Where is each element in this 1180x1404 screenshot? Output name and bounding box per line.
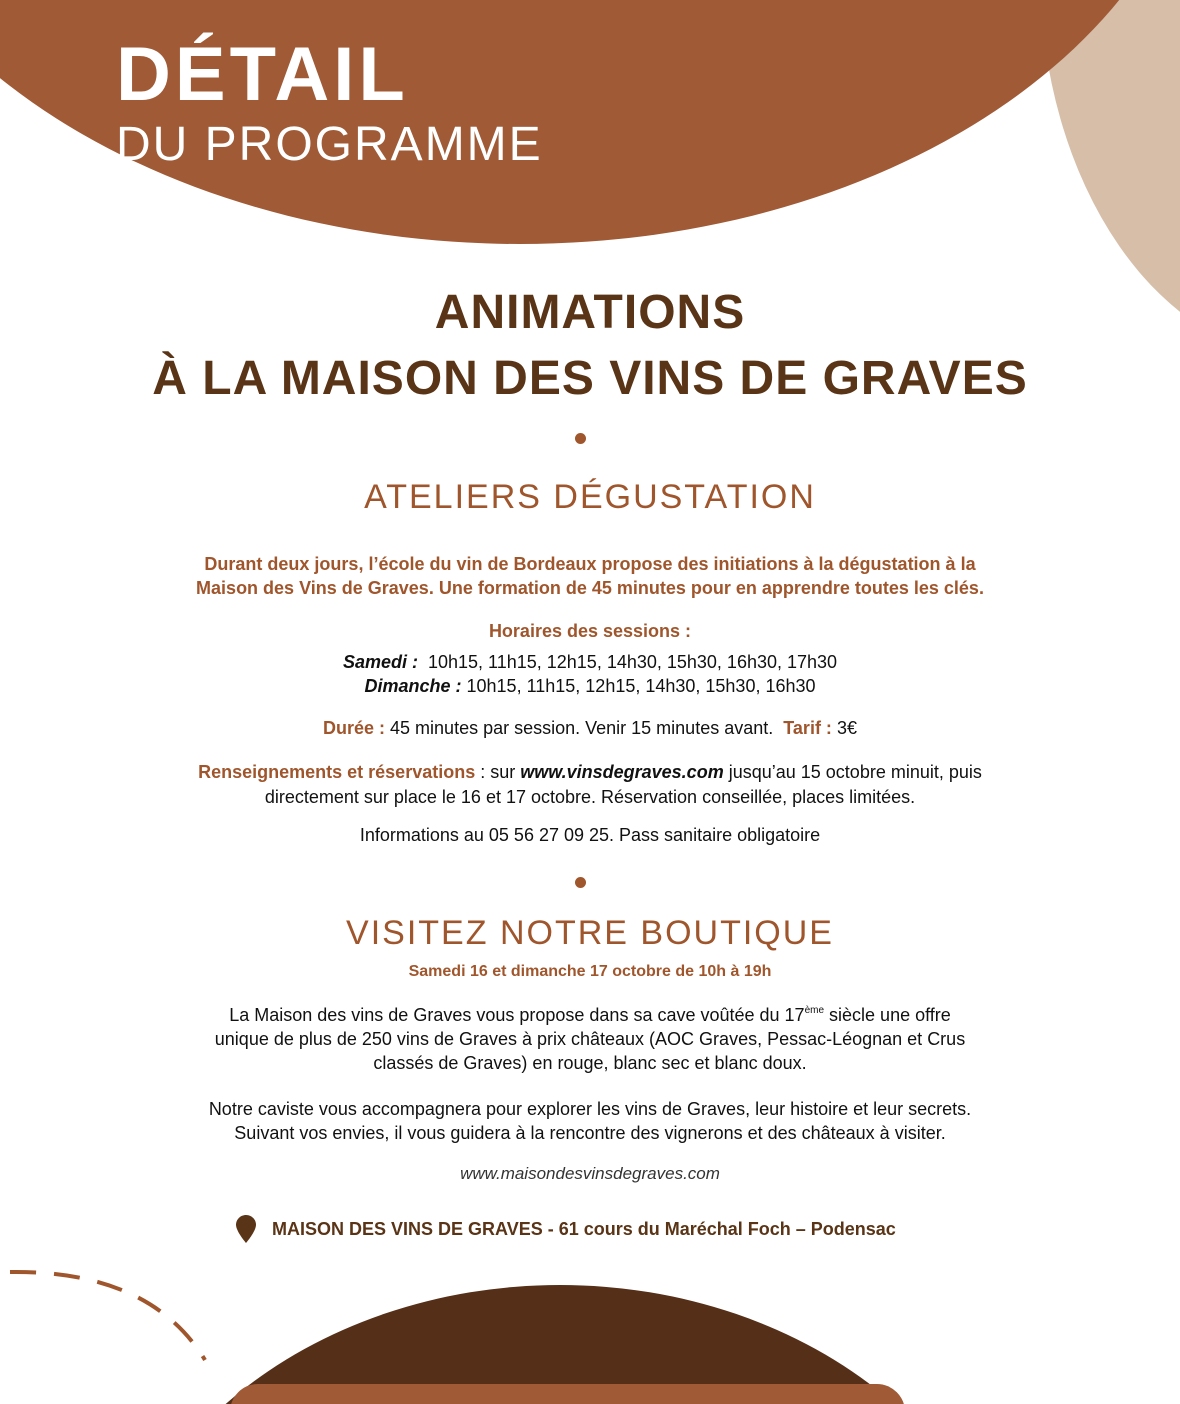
saturday-hours: 10h15, 11h15, 12h15, 14h30, 15h30, 16h30, 17h30 xyxy=(427,652,838,672)
address-line xyxy=(236,1214,896,1244)
p1-line3: classés de Graves) en rouge, blanc sec et blanc doux. xyxy=(373,1053,807,1073)
boutique-paragraph-2 xyxy=(0,1097,1180,1145)
saturday-label: Samedi : xyxy=(342,652,418,672)
address-text: MAISON DES VINS DE GRAVES - 61 cours du Maréchal Foch – Podensac xyxy=(272,1218,896,1239)
booking-line2: directement sur place le 16 et 17 octobre. Réservation conseillée, places limitées. xyxy=(264,787,916,807)
ateliers-intro xyxy=(0,552,1180,600)
info-line: Informations au 05 56 27 09 25. Pass sanitaire obligatoire xyxy=(359,825,821,845)
booking-link[interactable]: www.vinsdegraves.com xyxy=(520,762,724,782)
p1-line1 xyxy=(0,1003,1180,1027)
separator-dot xyxy=(575,877,586,888)
boutique-title: VISITEZ NOTRE BOUTIQUE xyxy=(346,914,834,952)
session-hours xyxy=(0,650,1180,698)
duration-label: Durée : xyxy=(323,718,386,738)
header-title-small: DU PROGRAMME xyxy=(116,118,543,171)
booking-prefix: : sur xyxy=(480,762,516,782)
p1-superscript: ème xyxy=(804,1005,825,1016)
p1-line1-end: siècle une offre xyxy=(824,1005,951,1025)
ateliers-title: ATELIERS DÉGUSTATION xyxy=(364,478,816,516)
duration-line xyxy=(0,718,1180,739)
booking-line1 xyxy=(0,760,1180,785)
booking-info xyxy=(0,760,1180,810)
header-title xyxy=(116,34,543,174)
p2-line1: Notre caviste vous accompagnera pour explorer les vins de Graves, leur histoire et leur secrets. xyxy=(208,1099,972,1119)
sunday-row xyxy=(0,674,1180,698)
booking-label: Renseignements et réservations xyxy=(198,762,476,782)
main-title-line1: ANIMATIONS xyxy=(434,286,746,339)
boutique-subtitle: Samedi 16 et dimanche 17 octobre de 10h à 19h xyxy=(408,963,772,980)
price-label: Tarif : xyxy=(783,718,832,738)
boutique-paragraph-1 xyxy=(0,1003,1180,1075)
intro-line1: Durant deux jours, l’école du vin de Bordeaux propose des initiations à la dégustation à la xyxy=(204,554,976,574)
sunday-hours: 10h15, 11h15, 12h15, 14h30, 15h30, 16h30 xyxy=(466,676,816,696)
duration-text: 45 minutes par session. Venir 15 minutes avant. xyxy=(390,718,774,738)
main-title xyxy=(0,280,1180,412)
location-pin-icon xyxy=(236,1215,256,1243)
p2-line2: Suivant vos envies, il vous guidera à la rencontre des vignerons et des châteaux à visiter. xyxy=(234,1123,946,1143)
separator-dot xyxy=(575,433,586,444)
p1-line1-start: La Maison des vins de Graves vous propose dans sa cave voûtée du 17 xyxy=(229,1005,805,1025)
p1-line2: unique de plus de 250 vins de Graves à prix châteaux (AOC Graves, Pessac-Léognan et Crus xyxy=(214,1029,966,1049)
saturday-row xyxy=(0,650,1180,674)
main-title-line2: À LA MAISON DES VINS DE GRAVES xyxy=(152,352,1028,405)
website-link[interactable]: www.maisondesvinsdegraves.com xyxy=(460,1164,720,1183)
sunday-label: Dimanche : xyxy=(364,676,462,696)
hours-heading: Horaires des sessions : xyxy=(488,621,692,641)
header-title-big: DÉTAIL xyxy=(116,32,409,117)
intro-line2: Maison des Vins de Graves. Une formation de 45 minutes pour en apprendre toutes les clés. xyxy=(196,578,984,598)
price-value: 3€ xyxy=(836,718,857,738)
booking-suffix: jusqu’au 15 octobre minuit, puis xyxy=(728,762,982,782)
